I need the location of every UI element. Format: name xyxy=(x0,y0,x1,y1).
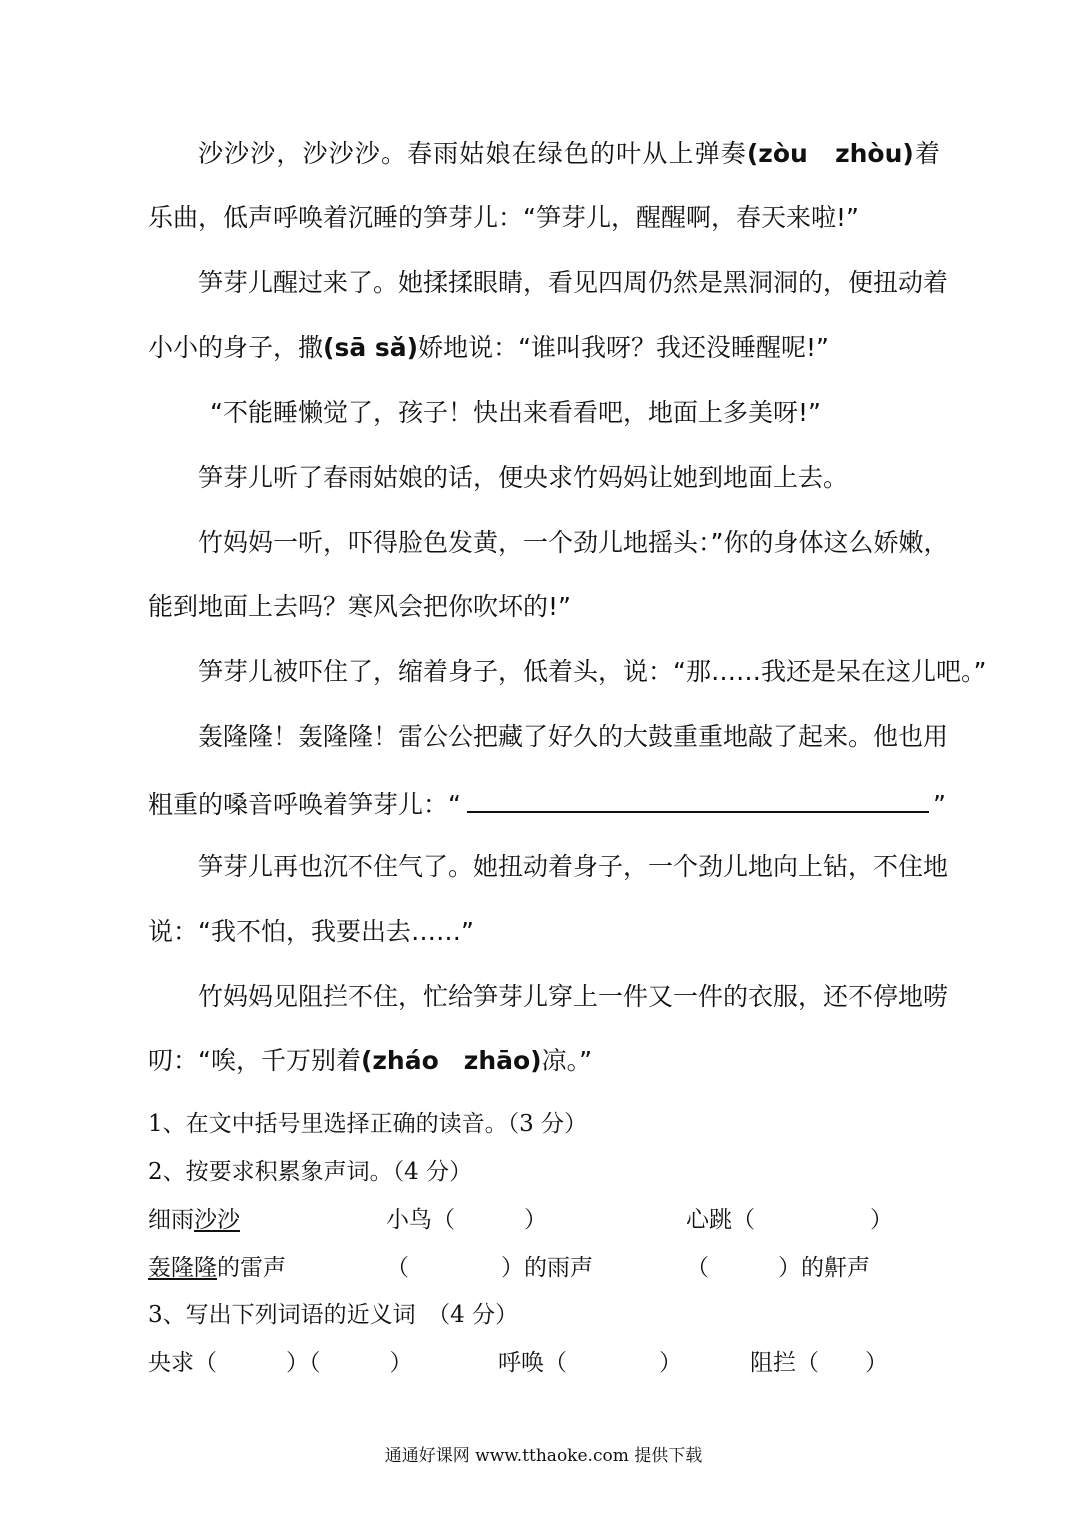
passage-line-1 xyxy=(198,137,940,171)
q2-item-prefix: 细雨 xyxy=(148,1207,194,1233)
q2-item-rain[interactable]: （ ）的雨声 xyxy=(386,1255,593,1281)
passage-line-5: “不能睡懒觉了，孩子！快出来看看吧，地面上多美呀!” xyxy=(210,398,821,427)
q2-example-word: 轰隆隆 xyxy=(148,1255,217,1281)
q3-item-call[interactable]: 呼唤（ ） xyxy=(498,1350,682,1376)
passage-text: 小小的身子，撒 xyxy=(148,333,324,362)
q3-item-plead[interactable]: 央求（ ）（ ） xyxy=(148,1350,413,1376)
passage-line-8: 能到地面上去吗？寒风会把你吹坏的!” xyxy=(148,592,571,621)
q3-item-block[interactable]: 阻拦（ ） xyxy=(750,1350,888,1376)
question-1: 1、在文中括号里选择正确的读音。（3 分） xyxy=(148,1111,588,1137)
q2-item-thunder xyxy=(148,1253,286,1283)
pinyin-choice: (zòu zhòu) xyxy=(746,139,914,168)
passage-line-12: 笋芽儿再也沉不住气了。她扭动着身子，一个劲儿地向上钻，不住地 xyxy=(198,852,949,881)
passage-text: 凉。” xyxy=(541,1046,593,1075)
passage-text: 娇地说：“谁叫我呀？我还没睡醒呢!” xyxy=(418,333,830,362)
q2-item-bird[interactable]: 小鸟（ ） xyxy=(386,1207,547,1233)
passage-line-4 xyxy=(148,331,940,365)
question-3: 3、写出下列词语的近义词 （4 分） xyxy=(148,1302,519,1328)
passage-line-2: 乐曲，低声呼唤着沉睡的笋芽儿：“笋芽儿，醒醒啊，春天来啦!” xyxy=(148,203,859,232)
passage-line-15 xyxy=(148,1044,940,1078)
q2-example-word: 沙沙 xyxy=(194,1207,240,1233)
passage-line-9: 笋芽儿被吓住了，缩着身子，低着头，说：“那……我还是呆在这儿吧。” xyxy=(198,657,987,686)
q2-item-drizzle xyxy=(148,1205,240,1235)
passage-line-11 xyxy=(148,785,946,822)
passage-line-10: 轰隆隆！轰隆隆！雷公公把藏了好久的大鼓重重地敲了起来。他也用 xyxy=(198,722,949,751)
passage-text: ” xyxy=(932,790,946,819)
passage-line-13: 说：“我不怕，我要出去……” xyxy=(148,917,474,946)
passage-text: 叨：“唉，千万别着 xyxy=(148,1046,361,1075)
passage-line-7: 竹妈妈一听，吓得脸色发黄，一个劲儿地摇头：”你的身体这么娇嫩， xyxy=(198,528,949,557)
question-2: 2、按要求积累象声词。（4 分） xyxy=(148,1159,473,1185)
passage-line-6: 笋芽儿听了春雨姑娘的话，便央求竹妈妈让她到地面上去。 xyxy=(198,463,849,492)
q2-item-suffix: 的雷声 xyxy=(217,1255,286,1281)
pinyin-choice: (sā sǎ) xyxy=(323,333,419,362)
q2-item-heartbeat[interactable]: 心跳（ ） xyxy=(686,1207,893,1233)
passage-text: 着 xyxy=(913,139,940,168)
page-footer: 通通好课网 www.tthaoke.com 提供下载 xyxy=(384,1446,703,1466)
passage-line-14: 竹妈妈见阻拦不住，忙给笋芽儿穿上一件又一件的衣服，还不停地唠 xyxy=(198,982,949,1011)
passage-text: 沙沙沙，沙沙沙。春雨姑娘在绿色的叶从上弹奏 xyxy=(198,139,747,168)
pinyin-choice: (zháo zhāo) xyxy=(360,1046,542,1075)
q2-item-snore[interactable]: （ ）的鼾声 xyxy=(686,1255,870,1281)
passage-text: 粗重的嗓音呼唤着笋芽儿：“ xyxy=(148,790,461,819)
answer-blank[interactable] xyxy=(467,785,929,813)
passage-line-3: 笋芽儿醒过来了。她揉揉眼睛，看见四周仍然是黑洞洞的，便扭动着 xyxy=(198,268,949,297)
